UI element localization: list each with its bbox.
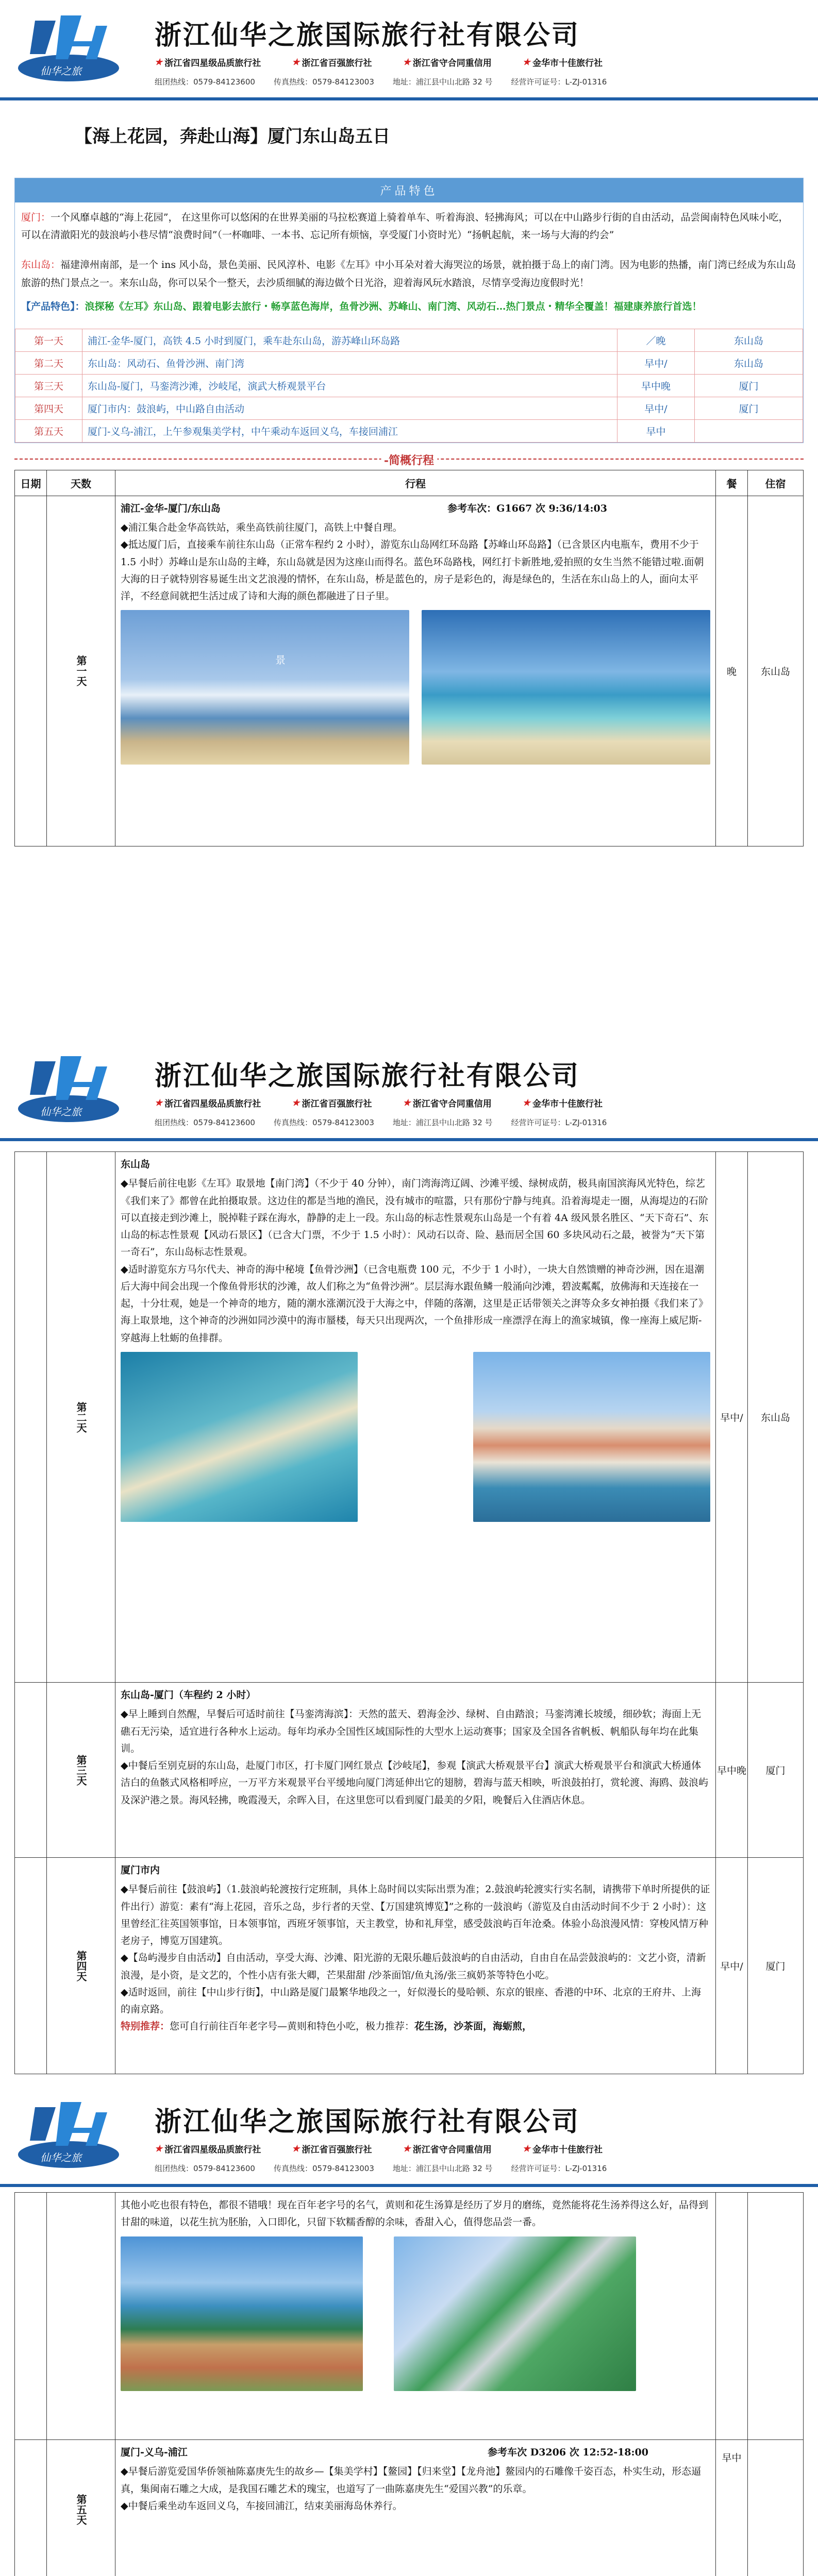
letterhead bbox=[0, 0, 818, 100]
day5-label: 第五天 bbox=[75, 2494, 87, 2525]
star-icon: ★ bbox=[155, 2143, 163, 2154]
day4-special: 特别推荐：您可自行前往百年老字号—黄则和特色小吃，极力推荐：花生汤，沙茶面，海蛎煎， bbox=[121, 2021, 532, 2032]
col-meal: 餐 bbox=[716, 470, 748, 496]
day4-text3: ◆适时返回，前往【中山步行街】，中山路是厦门最繁华地段之一，好似漫长的曼哈顿、东京的银座、香港的中环、北京的王府井、上海的南京路。 bbox=[121, 1986, 702, 2015]
tag-item: ★ 浙江省四星级品质旅行社 bbox=[155, 57, 261, 69]
tag-item: ★ 金华市十佳旅行社 bbox=[522, 2143, 603, 2155]
table-row: 第五天 厦门-义乌-浦江，上午参观集美学村，中午乘动车返回义乌，车接回浦江 早中 bbox=[15, 419, 803, 442]
company-name: 浙江仙华之旅国际旅行社有限公司 bbox=[155, 2107, 580, 2138]
itinerary-table-cont bbox=[14, 1151, 804, 2074]
day1-label: 第一天 bbox=[75, 655, 87, 687]
logo-text: 仙华之旅 bbox=[40, 1106, 81, 1118]
phone: 组团热线：0579-84123600 bbox=[155, 77, 255, 87]
tag-item: ★ 金华市十佳旅行社 bbox=[522, 1097, 603, 1109]
tag-item: ★ 浙江省四星级品质旅行社 bbox=[155, 2143, 261, 2155]
day1-meal: 晚 bbox=[716, 496, 748, 846]
col-hotel: 住宿 bbox=[748, 470, 804, 496]
day3-meal: 早中晚 bbox=[716, 1683, 748, 1858]
day3-route: 东山岛-厦门（车程约 2 小时） bbox=[121, 1689, 256, 1701]
star-icon: ★ bbox=[292, 1097, 300, 1108]
day1-text1: ◆浦江集合赴金华高铁站，乘坐高铁前往厦门，高铁上中餐自理。 bbox=[121, 522, 403, 534]
day1-row bbox=[15, 496, 804, 846]
star-icon: ★ bbox=[292, 2143, 300, 2154]
tag-item: ★ 浙江省百强旅行社 bbox=[292, 1097, 372, 1109]
star-icon: ★ bbox=[522, 57, 530, 67]
day3-text1: ◆早上睡到自然醒，早餐后可适时前往【马銮湾海滨】：天然的蓝天、碧海金沙、绿树、自由踏浪；马銮湾滩长坡缓，细砂软；海面上无礁石无污染，适宜进行各种水上运动。每年均承办全国性区域国际性的大型水上运动赛事；国家及全国各省帆板、帆船队每年均在此集训。 bbox=[121, 1708, 702, 1754]
letterhead bbox=[0, 2087, 818, 2187]
day4-cont-row bbox=[15, 2193, 804, 2440]
contact-line bbox=[155, 1117, 607, 1128]
day2-label: 第二天 bbox=[75, 1401, 87, 1433]
contact-line bbox=[155, 76, 607, 87]
fax: 传真热线：0579-84123003 bbox=[273, 77, 374, 87]
star-icon: ★ bbox=[403, 1097, 411, 1108]
address: 地址：浦江县中山北路 32 号 bbox=[392, 77, 493, 87]
company-tags bbox=[155, 1096, 603, 1109]
table-row: 第一天 浦江-金华-厦门，高铁 4.5 小时到厦门，乘车赴东山岛，游苏峰山环岛路 ／晚 东山岛 bbox=[15, 329, 803, 351]
phone: 组团热线：0579-84123600 bbox=[155, 1118, 255, 1127]
license: 经营许可证号：L-ZJ-01316 bbox=[511, 1118, 607, 1127]
day5-text1: ◆早餐后游览爱国华侨领袖陈嘉庚先生的故乡—【集美学村】【鳌园】【归来堂】【龙舟池】鳌园内的石雕像千姿百态，朴实生动，形态逼真，集闽南石雕之大成，是我国石雕艺术的瑰宝，也道写了一曲陈嘉庚先生“爱国兴教”的乐章。 bbox=[121, 2466, 702, 2495]
company-tags bbox=[155, 56, 603, 69]
day2-route: 东山岛 bbox=[121, 1159, 151, 1170]
day5-train: 参考车次 D3206 次 12:52-18:00 bbox=[488, 2447, 648, 2458]
photo-nanmen-bay bbox=[473, 1352, 710, 1522]
company-name: 浙江仙华之旅国际旅行社有限公司 bbox=[155, 1061, 580, 1092]
page-title: 【海上花园，奔赴山海】厦门东山岛五日 bbox=[75, 126, 390, 147]
license: 经营许可证号：L-ZJ-01316 bbox=[511, 77, 607, 87]
company-logo bbox=[14, 2097, 123, 2174]
day4-continued: 其他小吃也很有特色，都很不错哦！现在百年老字号的名气，黄则和花生汤算是经历了岁月的磨练，竟然能将花生汤养得这么好，品得到甘甜的味道，以花生抗为胚胎，入口即化，只留下软糯香醇的余味，香甜入心，值得您品尝一番。 bbox=[121, 2199, 709, 2228]
contact-line bbox=[155, 2163, 607, 2174]
company-name: 浙江仙华之旅国际旅行社有限公司 bbox=[155, 20, 580, 51]
day2-hotel: 东山岛 bbox=[748, 1152, 804, 1683]
day3-text2: ◆中餐后至别克厨的东山岛，赴厦门市区，打卡厦门网红景点【沙岐尾】，参观【演武大桥观景平台】演武大桥观景平台和演武大桥通体洁白的鱼骸式风格相呼应，一万平方米观景平台平缓地向厦门湾延伸出它的翅膀，碧海与蓝天相映，听浪鼓拍打，赏轮渡、海鸥、鼓浪屿及深沪港之景。海风轻拂，晚霞漫天，余晖入目，在这里您可以看到厦门最美的夕阳，晚餐后入住酒店休息。 bbox=[121, 1760, 709, 1806]
table-row: 第三天 东山岛-厦门，马銮湾沙滩，沙岐尾，演武大桥观景平台 早中晚 厦门 bbox=[15, 374, 803, 397]
day1-hotel: 东山岛 bbox=[748, 496, 804, 846]
tag-item: ★ 浙江省百强旅行社 bbox=[292, 57, 372, 69]
fax: 传真热线：0579-84123003 bbox=[273, 1118, 374, 1127]
photo-fishbone-sandbar bbox=[121, 1352, 358, 1522]
day4-route: 厦门市内 bbox=[121, 1865, 160, 1876]
day1-text2: ◆抵达厦门后，直接乘车前往东山岛（正常车程约 2 小时），游览东山岛网红环岛路【苏峰山环岛路】（已含景区内电瓶车，费用不少于 1.5 小时）苏峰山是东山岛的主峰，东山岛就是因为这座山而得名。蓝色环岛路栈，网红打卡新胜地,爱拍照的女生当然不能错过啦.面朝大海的日子就特别容易诞生出文艺浪漫的情怀，在东山岛，桥是蓝色的，房子是彩色的，海是绿色的，生活在东山岛上的人，面向太平洋，不经意间就把生活过成了诗和大海的颜色都融进了日子里。 bbox=[121, 539, 704, 602]
logo-text: 仙华之旅 bbox=[40, 2151, 81, 2164]
star-icon: ★ bbox=[403, 2143, 411, 2154]
tag-item: ★ 浙江省守合同重信用 bbox=[403, 1097, 492, 1109]
day4-text1: ◆早餐后前往【鼓浪屿】（1.鼓浪屿轮渡按行定班制，具体上岛时间以实际出票为准；2.鼓浪屿轮渡实行实名制，请携带下单时所提供的证件出行）游览：素有“海上花园，音乐之岛，步行者的天堂、【万国建筑博览】”之称的一鼓浪屿（游览及自由活动时间不少于 2 小时）：这里曾经汇往英国领事馆，日本领事馆，西班牙领事馆，天主教堂，协和礼拜堂，感受鼓浪屿百年沧桑。体验小岛浪漫风情：穿梭风情万种老房子，博览万国建筑。 bbox=[121, 1884, 710, 1946]
company-tags bbox=[155, 2142, 603, 2155]
features-heading: 产品特色 bbox=[15, 178, 803, 202]
table-row: 第四天 厦门市内：鼓浪屿，中山路自由活动 早中/ 厦门 bbox=[15, 397, 803, 419]
itinerary-table bbox=[14, 470, 804, 846]
features-box bbox=[14, 178, 804, 443]
star-icon: ★ bbox=[155, 1097, 163, 1108]
star-icon: ★ bbox=[403, 57, 411, 67]
photo-island-ring-road bbox=[394, 2236, 636, 2391]
tag-item: ★ 浙江省百强旅行社 bbox=[292, 2143, 372, 2155]
star-icon: ★ bbox=[522, 2143, 530, 2154]
day2-meal: 早中/ bbox=[716, 1152, 748, 1683]
itinerary-divider: -简概行程 bbox=[14, 459, 804, 461]
day4-row bbox=[15, 1858, 804, 2074]
photo-dongshan-beach bbox=[422, 610, 710, 765]
photo-dongshan-clouds: 景 bbox=[121, 610, 409, 765]
day5-meal: 早中 bbox=[716, 2440, 748, 2576]
day2-text2: ◆适时游览东方马尔代夫、神奇的海中秘境【鱼骨沙洲】（已含电瓶费 100 元，不少于 1 小时），一块大自然馈赠的神奇沙洲，因在退潮后大海中间会出现一个像鱼骨形状的沙滩，故人们称之为“鱼骨沙洲”。层层海水跟鱼鳞一般涌向沙滩，碧波粼粼，放佛海和天连接在一起，十分壮观，她是一个神奇的地方，随的潮水涨潮沉没于大海之中，伴随的落潮，这里是正话带领关之湃等众多女神拍摄《我们来了》海上取景地，这个神奇的沙洲如同沙漠中的海市蜃楼，每天只出现两次，一个鱼排形成一座漂浮在海上的渔家城镇，像一座海上威尼斯-穿越海上牡蛎的鱼排群。 bbox=[121, 1263, 709, 1344]
phone: 组团热线：0579-84123600 bbox=[155, 2164, 255, 2173]
tag-item: ★ 金华市十佳旅行社 bbox=[522, 57, 603, 69]
day2-row bbox=[15, 1152, 804, 1683]
col-days: 天数 bbox=[47, 470, 115, 496]
star-icon: ★ bbox=[292, 57, 300, 67]
day4-label: 第四天 bbox=[75, 1950, 87, 1981]
day1-train: 参考车次：G1667 次 9:36/14:03 bbox=[447, 502, 607, 514]
day5-hotel bbox=[748, 2440, 804, 2576]
tag-item: ★ 浙江省守合同重信用 bbox=[403, 2143, 492, 2155]
feature-dongshan: 东山岛：福建漳州南部，是一个 ins 风小岛，景色美丽、民风淳朴、电影《左耳》中小耳朵对着大海哭泣的场景，就拍摄于岛上的南门湾。因为电影的热播，南门湾已经成为东山岛旅游的热门景点之一。来东山岛，你可以呆个一整天，去沙质细腻的海边做个日光浴，迎着海风玩水踏浪，尽情享受海边度假时光！ bbox=[21, 259, 796, 289]
day2-text1: ◆早餐后前往电影《左耳》取景地【南门湾】（不少于 40 分钟），南门湾海湾辽阔、沙滩平缓、绿树成荫，极具南国滨海风光特色，综艺《我们来了》都曾在此拍摄取景。这边住的都是当地的渔民，没有城市的喧嚣，只有那份宁静与纯真。沿着海堤走一圈，从海堤边的石阶可以直接走到沙滩上，脱掉鞋子踩在海水，静静的走上一段。东山岛的标志性景观东山岛是一个有着 4A 级风景名胜区、“天下奇石”、东山岛的标志性景观【风动石景区】（已含大门票，不少于 1.5 小时）：风动石以奇、险、悬而居全国 60 多块风动石之最，被誉为“天下第一奇石”，东山岛标志性景观。 bbox=[121, 1178, 709, 1258]
schedule-table bbox=[15, 329, 803, 443]
company-logo bbox=[14, 10, 123, 88]
table-row: 第二天 东山岛：风动石、鱼骨沙洲、南门湾 早中/ 东山岛 bbox=[15, 351, 803, 374]
day5-route: 厦门-义乌-浦江 bbox=[121, 2447, 188, 2458]
day5-row bbox=[15, 2440, 804, 2576]
fax: 传真热线：0579-84123003 bbox=[273, 2164, 374, 2173]
logo-text: 仙华之旅 bbox=[40, 65, 81, 77]
feature-highlights: 【产品特色】：浪探秘《左耳》东山岛、跟着电影去旅行・畅享蓝色海岸，鱼骨沙洲、苏峰山、南门湾、风动石…热门景点・精华全覆盖！福建康养旅行首选！ bbox=[21, 300, 702, 312]
day4-text2: ◆【岛屿漫步自由活动】自由活动，享受大海、沙滩、阳光游的无限乐趣后鼓浪屿的自由活动，自由自在品尝鼓浪屿的：文艺小资，清新浪漫，是小资，是文艺的，个性小店有张大卿，芒果甜甜 /沙茶面馆/鱼丸汤/张三疯奶茶等特色小吃。 bbox=[121, 1952, 706, 1981]
tag-item: ★ 浙江省四星级品质旅行社 bbox=[155, 1097, 261, 1109]
day3-row bbox=[15, 1683, 804, 1858]
star-icon: ★ bbox=[155, 57, 163, 67]
letterhead bbox=[0, 1041, 818, 1141]
col-date: 日期 bbox=[15, 470, 47, 496]
day3-label: 第三天 bbox=[75, 1754, 87, 1786]
day5-text2: ◆中餐后乘坐动车返回义乌，车接回浦江，结束美丽海岛休养行。 bbox=[121, 2500, 403, 2512]
photo-xiamen-coast bbox=[121, 2236, 363, 2391]
day3-hotel: 厦门 bbox=[748, 1683, 804, 1858]
address: 地址：浦江县中山北路 32 号 bbox=[392, 1118, 493, 1127]
col-plan: 行程 bbox=[115, 470, 716, 496]
day4-meal: 早中/ bbox=[716, 1858, 748, 2074]
star-icon: ★ bbox=[522, 1097, 530, 1108]
day1-route: 浦江-金华-厦门/东山岛 bbox=[121, 502, 221, 514]
feature-xiamen: 厦门：一个风靡卓越的“海上花园”， 在这里你可以悠闲的在世界美丽的马拉松赛道上骑着单车、听着海浪、轻拂海风；可以在中山路步行街的自由活动，品尝闽南特色风味小吃，可以在清澈阳光的鼓浪屿小巷尽情“浪费时间”（一杯咖啡、一本书、忘记所有烦恼，享受厦门小资时光）“扬帆起航，来一场与大海的约会” bbox=[21, 212, 789, 241]
itinerary-table-end bbox=[14, 2192, 804, 2576]
license: 经营许可证号：L-ZJ-01316 bbox=[511, 2164, 607, 2173]
address: 地址：浦江县中山北路 32 号 bbox=[392, 2164, 493, 2173]
tag-item: ★ 浙江省守合同重信用 bbox=[403, 57, 492, 69]
company-logo bbox=[14, 1051, 123, 1128]
day4-hotel: 厦门 bbox=[748, 1858, 804, 2074]
